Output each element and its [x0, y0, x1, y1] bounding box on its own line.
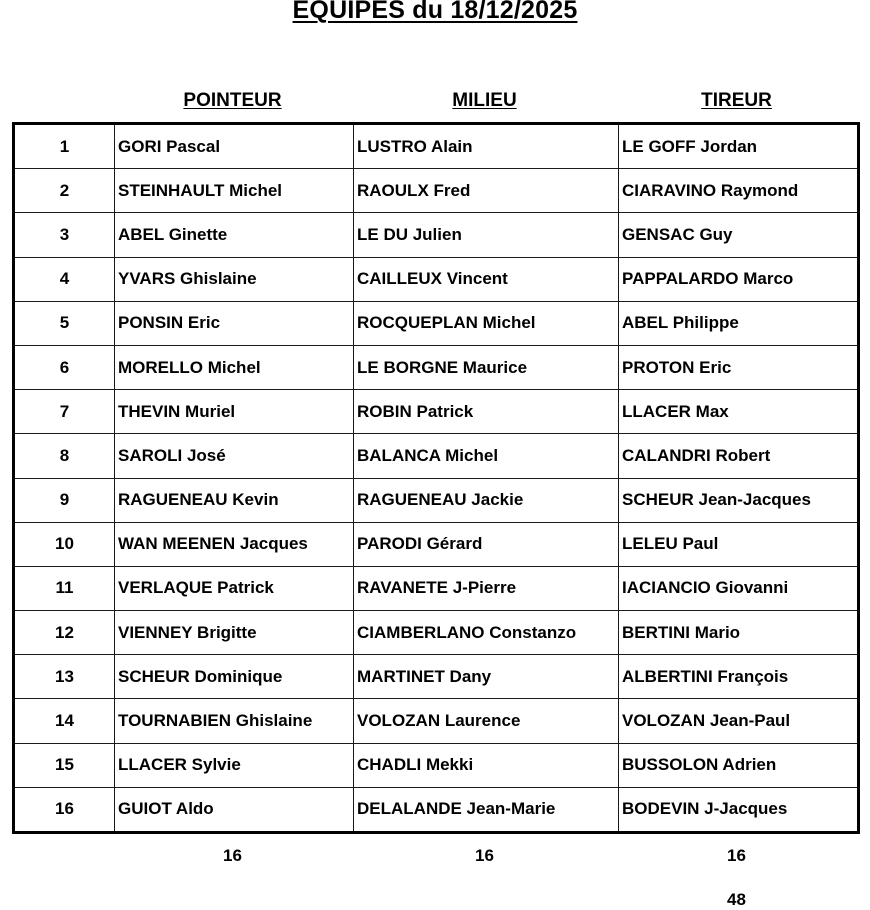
column-header-milieu: MILIEU [452, 90, 517, 111]
pointeur-cell: MORELLO Michel [115, 345, 354, 389]
tireur-cell: ALBERTINI François [619, 655, 859, 699]
grand-total: 48 [727, 890, 746, 909]
team-row [14, 213, 859, 257]
milieu-cell: BALANCA Michel [354, 434, 619, 478]
team-number: 3 [14, 213, 115, 257]
team-number: 9 [14, 478, 115, 522]
team-number: 5 [14, 301, 115, 345]
team-number: 16 [14, 787, 115, 832]
column-header-pointeur: POINTEUR [183, 90, 282, 111]
milieu-cell: VOLOZAN Laurence [354, 699, 619, 743]
milieu-cell: ROCQUEPLAN Michel [354, 301, 619, 345]
team-number: 12 [14, 611, 115, 655]
pointeur-cell: VERLAQUE Patrick [115, 566, 354, 610]
team-row [14, 390, 859, 434]
tireur-cell: BERTINI Mario [619, 611, 859, 655]
total-milieu: 16 [475, 846, 494, 865]
milieu-cell: DELALANDE Jean-Marie [354, 787, 619, 832]
milieu-cell: RAVANETE J-Pierre [354, 566, 619, 610]
pointeur-cell: RAGUENEAU Kevin [115, 478, 354, 522]
team-number: 8 [14, 434, 115, 478]
team-row [14, 787, 859, 832]
milieu-cell: CAILLEUX Vincent [354, 257, 619, 301]
milieu-cell: CHADLI Mekki [354, 743, 619, 787]
team-number: 14 [14, 699, 115, 743]
team-number: 4 [14, 257, 115, 301]
team-row [14, 566, 859, 610]
column-header-tireur: TIREUR [701, 90, 772, 111]
tireur-cell: BUSSOLON Adrien [619, 743, 859, 787]
pointeur-cell: TOURNABIEN Ghislaine [115, 699, 354, 743]
team-number: 1 [14, 124, 115, 169]
tireur-cell: VOLOZAN Jean-Paul [619, 699, 859, 743]
pointeur-cell: SCHEUR Dominique [115, 655, 354, 699]
milieu-cell: RAOULX Fred [354, 169, 619, 213]
milieu-cell: MARTINET Dany [354, 655, 619, 699]
team-row [14, 301, 859, 345]
page-title: EQUIPES du 18/12/2025 [292, 0, 578, 24]
teams-table [12, 122, 860, 834]
team-row [14, 478, 859, 522]
pointeur-cell: VIENNEY Brigitte [115, 611, 354, 655]
team-row [14, 743, 859, 787]
team-row [14, 611, 859, 655]
team-number: 2 [14, 169, 115, 213]
pointeur-cell: STEINHAULT Michel [115, 169, 354, 213]
team-row [14, 124, 859, 169]
tireur-cell: LELEU Paul [619, 522, 859, 566]
team-row [14, 169, 859, 213]
pointeur-cell: ABEL Ginette [115, 213, 354, 257]
total-pointeur: 16 [223, 846, 242, 865]
milieu-cell: LUSTRO Alain [354, 124, 619, 169]
team-row [14, 257, 859, 301]
team-number: 6 [14, 345, 115, 389]
team-number: 11 [14, 566, 115, 610]
team-number: 15 [14, 743, 115, 787]
tireur-cell: GENSAC Guy [619, 213, 859, 257]
tireur-cell: IACIANCIO Giovanni [619, 566, 859, 610]
pointeur-cell: YVARS Ghislaine [115, 257, 354, 301]
tireur-cell: LE GOFF Jordan [619, 124, 859, 169]
tireur-cell: CALANDRI Robert [619, 434, 859, 478]
pointeur-cell: PONSIN Eric [115, 301, 354, 345]
milieu-cell: RAGUENEAU Jackie [354, 478, 619, 522]
pointeur-cell: GORI Pascal [115, 124, 354, 169]
total-tireur: 16 [727, 846, 746, 865]
team-row [14, 345, 859, 389]
tireur-cell: LLACER Max [619, 390, 859, 434]
tireur-cell: BODEVIN J-Jacques [619, 787, 859, 832]
milieu-cell: LE BORGNE Maurice [354, 345, 619, 389]
team-row [14, 434, 859, 478]
pointeur-cell: SAROLI José [115, 434, 354, 478]
milieu-cell: LE DU Julien [354, 213, 619, 257]
team-number: 7 [14, 390, 115, 434]
tireur-cell: CIARAVINO Raymond [619, 169, 859, 213]
pointeur-cell: LLACER Sylvie [115, 743, 354, 787]
team-row [14, 655, 859, 699]
tireur-cell: SCHEUR Jean-Jacques [619, 478, 859, 522]
milieu-cell: CIAMBERLANO Constanzo [354, 611, 619, 655]
pointeur-cell: THEVIN Muriel [115, 390, 354, 434]
tireur-cell: PROTON Eric [619, 345, 859, 389]
milieu-cell: PARODI Gérard [354, 522, 619, 566]
team-number: 10 [14, 522, 115, 566]
team-row [14, 522, 859, 566]
tireur-cell: ABEL Philippe [619, 301, 859, 345]
tireur-cell: PAPPALARDO Marco [619, 257, 859, 301]
team-number: 13 [14, 655, 115, 699]
team-row [14, 699, 859, 743]
milieu-cell: ROBIN Patrick [354, 390, 619, 434]
pointeur-cell: GUIOT Aldo [115, 787, 354, 832]
pointeur-cell: WAN MEENEN Jacques [115, 522, 354, 566]
